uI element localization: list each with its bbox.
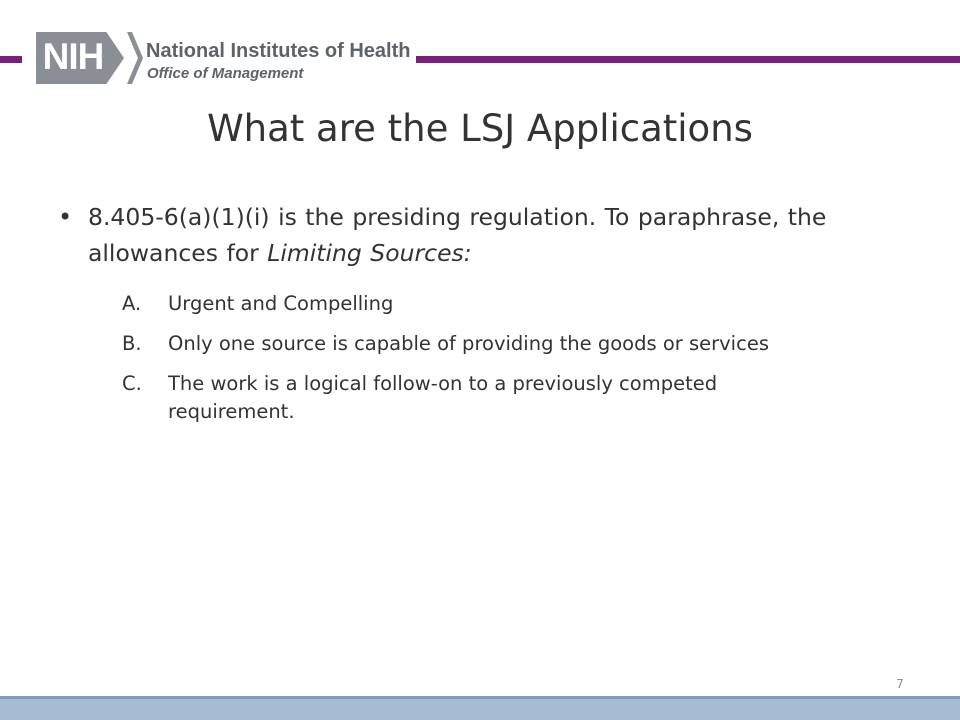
page-number: 7 [896, 677, 904, 691]
nih-logo-mark: NIH [42, 36, 104, 77]
logo-chevron-icon [127, 32, 143, 84]
slide-title: What are the LSJ Applications [207, 107, 753, 150]
org-subtitle: Office of Management [147, 65, 304, 82]
bullet-text-emphasis: Limiting Sources: [267, 239, 472, 267]
footer-line [0, 696, 960, 699]
sub-list-item [122, 370, 842, 426]
header-accent-bar-left [0, 56, 22, 63]
bullet-text-main: 8.405-6(a)(1)(i) is the presiding regulation. To paraphrase, the allowances for [88, 203, 827, 267]
sub-list-item [122, 290, 842, 318]
nih-logo [36, 30, 416, 86]
sub-item-letter: C. [122, 372, 142, 395]
sub-item-text: Only one source is capable of providing the goods or services [168, 332, 769, 355]
sub-item-letter: B. [122, 332, 142, 355]
bullet-dot-icon: • [58, 203, 73, 231]
sub-list [122, 290, 842, 438]
footer-bar [0, 696, 960, 720]
sub-list-item [122, 330, 842, 358]
bullet-text [88, 199, 838, 271]
header-accent-bar-right [414, 56, 960, 63]
sub-item-text: Urgent and Compelling [168, 292, 394, 315]
sub-item-letter: A. [122, 292, 142, 315]
sub-item-text: The work is a logical follow-on to a previously competed requirement. [168, 372, 718, 423]
org-name: National Institutes of Health [146, 40, 411, 62]
